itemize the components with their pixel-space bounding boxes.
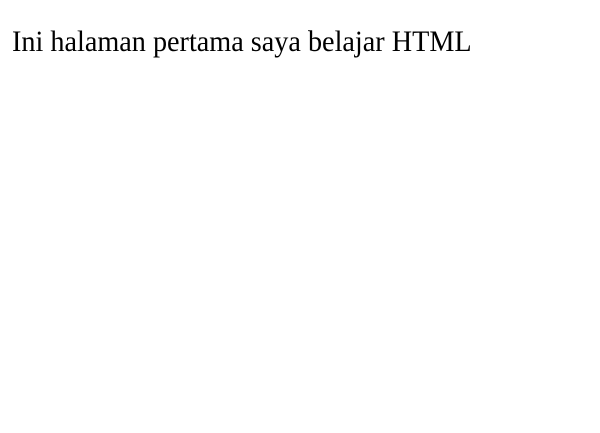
page-body-text: Ini halaman pertama saya belajar HTML (12, 25, 472, 58)
